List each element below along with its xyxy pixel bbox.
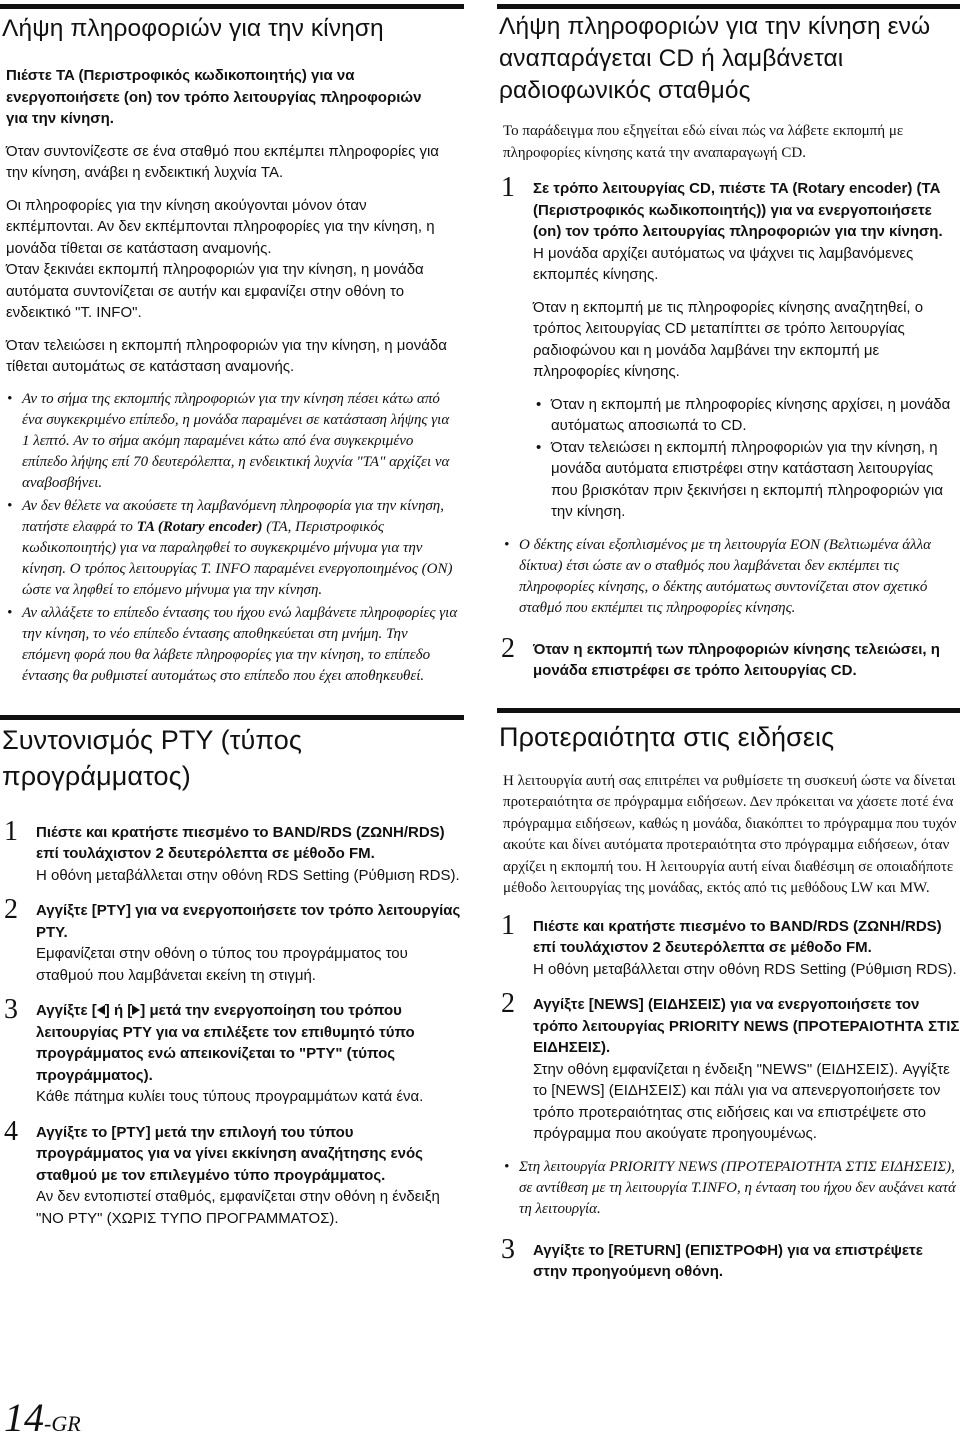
bullet-icon: • [7, 497, 13, 514]
pty-title: Συντονισμός PTY (τύπος προγράμματος) [2, 724, 302, 791]
page-number: 14-GR [4, 1395, 81, 1440]
bullet-icon: • [536, 395, 542, 413]
list-item: • Αν το σήμα της εκπομπής πληροφοριών για την κίνηση πέσει κάτω από ένα συγκεκριμένο επίπεδο, η μονάδα παραμένει σε κατάσταση λήψης για 1 λεπτό. Αν το σήμα ακόμη παραμένει κάτω από ένα συγκεκριμένο επίπεδο λήψης επί 70 δευτερόλεπτα, η ενδεικτική λυχνία "TA" αρχίζει να αναβοσβήνει. [7, 390, 450, 491]
pty-step-1 [0, 815, 464, 887]
traffic-p3: Όταν ξεκινάει εκπομπή πληροφοριών για την κίνηση, η μονάδα αυτόματα συντονίζεται σε αυτήν και εμφανίζει στην οθόνη το ενδεικτικό "T. INFO". [6, 261, 424, 321]
step-instruction: Πιέστε και κρατήστε πιεσμένο το BAND/RDS (ΖΩΝΗ/RDS) επί τουλάχιστον 2 δευτερόλεπτα σε μέθοδο FM. [533, 917, 942, 956]
step-number: 1 [501, 172, 515, 203]
step-number: 2 [501, 988, 515, 1019]
step-text: Η οθόνη μεταβάλλεται στην οθόνη RDS Setting (Ρύθμιση RDS). [533, 960, 957, 978]
step-text: Η οθόνη μεταβάλλεται στην οθόνη RDS Setting (Ρύθμιση RDS). [36, 866, 460, 884]
section-pty [0, 715, 464, 1230]
list-item: • Αν δεν θέλετε να ακούσετε τη λαμβανόμενη πληροφορία για την κίνηση, πατήστε ελαφρά το TA (Rotary encoder) (TA, Περιστροφικός κωδικοποιητής) για να παραληφθεί το συγκεκριμένο μήνυμα για την κίνηση. Ο τρόπος λειτουργίας T. INFO παραμένει ενεργοποιημένος (ON) ώστε να ληφθεί το επόμενο μήνυμα για την κίνηση. [7, 497, 453, 598]
list-item: • Στη λειτουργία PRIORITY NEWS (ΠΡΟΤΕΡΑΙΟΤΗΤΑ ΣΤΙΣ ΕΙΔΗΣΕΙΣ), σε αντίθεση με τη λειτουργία T.INFO, η ένταση του ήχου δεν αυξάνει κατά τη λειτουργία. [504, 1158, 956, 1217]
traffic-p4: Όταν τελειώσει η εκπομπή πληροφοριών για την κίνηση, η μονάδα τίθεται αυτομάτως σε κατάσταση αναμονής. [6, 336, 447, 375]
step-instruction: Αγγίξτε [PTY] για να ενεργοποιήσετε τον τρόπο λειτουργίας PTY. [36, 902, 461, 941]
pty-step-2 [0, 894, 464, 986]
cd-title: Λήψη πληροφοριών για την κίνηση ενώ αναπαράγεται CD ή λαμβάνεται ραδιοφωνικός σταθμός [499, 13, 931, 104]
step-instruction: Σε τρόπο λειτουργίας CD, πιέστε TA (Rotary encoder) (TA (Περιστροφικός κωδικοποιητής)) για να ενεργοποιήσετε (on) τον τρόπο λειτουργίας πληροφοριών για την κίνηση. [533, 180, 943, 240]
news-step-3 [497, 1233, 960, 1283]
list-item: • Όταν η εκπομπή με πληροφορίες κίνησης αρχίσει, η μονάδα αυτόματως αποσιωπά το CD. [536, 395, 951, 434]
section-traffic [0, 4, 464, 687]
section-news [497, 708, 960, 1283]
step-number: 2 [501, 632, 515, 664]
step-text: Κάθε πάτημα κυλίει τους τύπους προγραμμάτων κατά ένα. [36, 1088, 424, 1105]
cd-step-2 [497, 632, 960, 682]
step-instruction: Πιέστε και κρατήστε πιεσμένο το BAND/RDS (ΖΩΝΗ/RDS) επί τουλάχιστον 2 δευτερόλεπτα σε μέθοδο FM. [36, 823, 445, 862]
step-instruction: Αγγίξτε το [RETURN] (ΕΠΙΣΤΡΟΦΗ) για να επιστρέψετε στην προηγούμενη οθόνη. [533, 1241, 923, 1280]
cd-note [497, 535, 960, 619]
step-number: 3 [4, 994, 18, 1025]
pty-step-3 [0, 994, 464, 1108]
step-number: 1 [501, 909, 515, 941]
news-intro: Η λειτουργία αυτή σας επιτρέπει να ρυθμίσετε τη συσκευή ώστε να δίνεται προτεραιότητα σε πρόγραμμα ειδήσεων. Δεν πρόκειται να χάσετε ποτέ ένα πρόγραμμα ειδήσεων, καθώς η μονάδα, διακόπτει το πρόγραμμα που τυχόν ακούτε και δίνει αυτόματα προτεραιότητα στο πρόγραμμα ειδήσεων, όταν αρχίζει η εκπομπή του. Η λειτουργία αυτή είναι διαθέσιμη σε οποιαδήποτε μέθοδο λειτουργίας της μονάδας, εκτός από τις μεθόδους LW και MW. [503, 772, 957, 896]
step-instruction: Αγγίξτε το [PTY] μετά την επιλογή του τύπου προγράμματος για να γίνει εκκίνηση αναζήτησης ενός σταθμού με τον επιλεγμένο τύπο προγράμματος. [36, 1123, 423, 1184]
step-number: 3 [501, 1233, 515, 1265]
news-title: Προτεραιότητα στις ειδήσεις [499, 721, 835, 752]
bullet-icon: • [536, 438, 542, 456]
step-text: Εμφανίζεται στην οθόνη ο τύπος του προγράμματος του σταθμού που λαμβάνεται εκείνη τη στιγμή. [36, 945, 408, 984]
cd-step-bullets [533, 394, 960, 523]
bullet-icon: • [7, 604, 13, 621]
news-step-2 [497, 988, 960, 1145]
step-instruction: Όταν η εκπομπή των πληροφοριών κίνησης τελειώσει, η μονάδα επιστρέφει σε τρόπο λειτουργίας CD. [533, 640, 940, 679]
traffic-intro: Πιέστε TA (Περιστροφικός κωδικοποιητής) για να ενεργοποιήσετε (on) τον τρόπο λειτουργίας πληροφοριών για την κίνηση. [6, 67, 422, 127]
traffic-p1: Όταν συντονίζεστε σε ένα σταθμό που εκπέμπει πληροφορίες για την κίνηση, ανάβει η ενδεικτική λυχνία TA. [6, 142, 439, 181]
left-arrow-icon [97, 1005, 105, 1015]
news-note [497, 1157, 960, 1220]
traffic-p2: Οι πληροφορίες για την κίνηση ακούγονται μόνον όταν εκπέμπονται. Αν δεν εκπέμπονται πληροφορίες για την κίνηση, η μονάδα τίθεται σε κατάσταση αναμονής. [6, 196, 435, 257]
bullet-icon: • [504, 1158, 510, 1175]
list-item: • Ο δέκτης είναι εξοπλισμένος με τη λειτουργία EON (Βελτιωμένα άλλα δίκτυα) έτσι ώστε αν ο σταθμός που λαμβάνεται δεν εκπέμπει τις πληροφορίες κίνησης, ο δέκτης αυτόματως συντονίζεται στον σχετικό σταθμό που εκπέμπει τις πληροφορίες κίνησης. [504, 536, 931, 616]
section-traffic-cd [497, 4, 960, 682]
step-number: 2 [4, 894, 18, 925]
step-number: 4 [4, 1115, 18, 1147]
list-item: • Όταν τελειώσει η εκπομπή πληροφοριών για την κίνηση, η μονάδα αυτόματα επιστρέφει στην κατάσταση λειτουργίας που βρισκόταν πριν ξεκινήσει η εκπομπή πληροφοριών για την κίνηση. [536, 438, 944, 520]
step-text: Στην οθόνη εμφανίζεται η ένδειξη "NEWS" (ΕΙΔΗΣΕΙΣ). Αγγίξτε το [NEWS] (ΕΙΔΗΣΕΙΣ) και πάλι για να απενεργοποιήσετε τον τρόπο προτεραιότητας στις ειδήσεις και να επιστρέψετε στο πρόγραμμα που ακούγατε προηγουμένως. [533, 1060, 950, 1142]
list-item: • Αν αλλάξετε το επίπεδο έντασης του ήχου ενώ λαμβάνετε πληροφορίες για την κίνηση, το νέο επίπεδο έντασης αποθηκεύεται στη μνήμη. Την επόμενη φορά που θα λάβετε πληροφορίες για την κίνηση, το επίπεδο έντασης θα ρυθμιστεί αυτομάτως στο επίπεδο που έχει αποθηκευθεί. [7, 604, 458, 684]
traffic-bullets [0, 389, 464, 687]
pty-step-4 [0, 1115, 464, 1230]
right-column [497, 0, 960, 1283]
step-text: Η μονάδα αρχίζει αυτόματως να ψάχνει τις λαμβανόμενες εκπομπές κίνησης. [533, 244, 914, 283]
news-step-1 [497, 909, 960, 981]
bullet-icon: • [504, 536, 510, 553]
step-instruction: Αγγίξτε [NEWS] (ΕΙΔΗΣΕΙΣ) για να ενεργοποιήσετε τον τρόπο λειτουργίας PRIORITY NEWS (ΠΡΟΤΕΡΑΙΟΤΗΤΑ ΣΤΙΣ ΕΙΔΗΣΕΙΣ). [533, 996, 960, 1056]
left-column [0, 0, 464, 1229]
cd-intro: Το παράδειγμα που εξηγείται εδώ είναι πώς να λάβετε εκπομπή με πληροφορίες κίνησης κατά την αναπαραγωγή CD. [503, 123, 904, 161]
cd-step-1 [497, 172, 960, 523]
step-text: Αν δεν εντοπιστεί σταθμός, εμφανίζεται στην οθόνη η ένδειξη "NO PTY" (ΧΩΡΙΣ ΤΥΠΟ ΠΡΟΓΡΑΜΜΑΤΟΣ). [36, 1188, 440, 1227]
step-instruction: Αγγίξτε [ ] ή [ ] μετά την ενεργοποίηση του τρόπου λειτουργίας PTY για να επιλέξετε τον επιθυμητό τύπο προγράμματος ενώ απεικονίζεται το "PTY" (τύπος προγράμματος). [36, 1002, 415, 1084]
traffic-title: Λήψη πληροφοριών για την κίνηση [2, 15, 384, 42]
step-text: Όταν η εκπομπή με τις πληροφορίες κίνησης αναζητηθεί, ο τρόπος λειτουργίας CD μεταπίπτει σε τρόπο λειτουργίας ραδιοφώνου και η μονάδα λαμβάνει την εκπομπή με πληροφορίες κίνησης. [533, 298, 924, 380]
bullet-icon: • [7, 390, 13, 407]
step-number: 1 [4, 815, 18, 847]
